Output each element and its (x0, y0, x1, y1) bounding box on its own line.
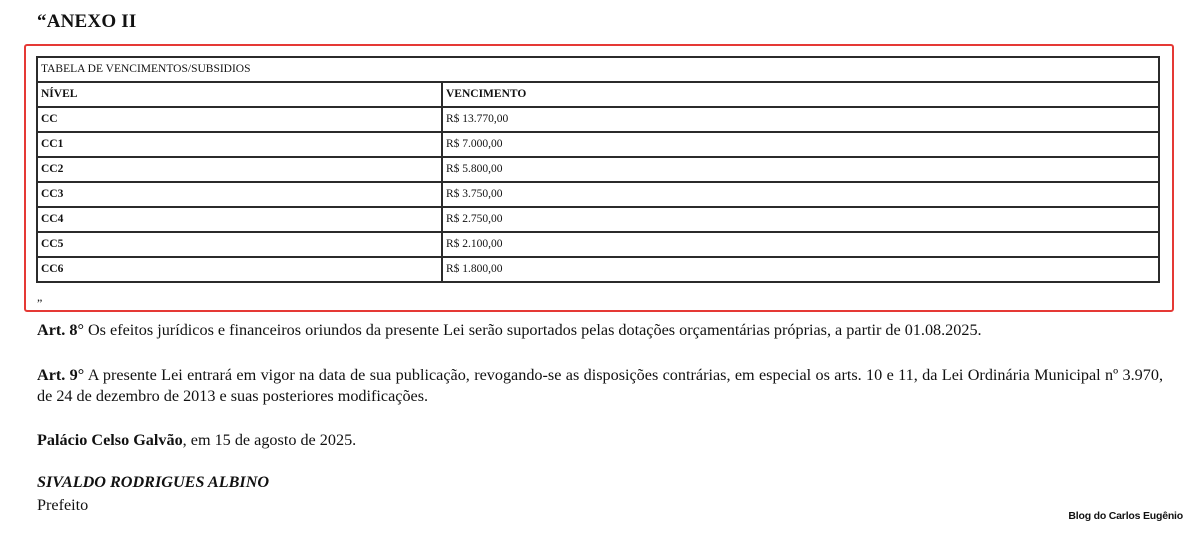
article-8-label: Art. 8° (37, 321, 84, 339)
level-cell: CC4 (37, 207, 442, 232)
level-cell: CC2 (37, 157, 442, 182)
table-row (37, 257, 1159, 282)
salary-cell: R$ 1.800,00 (442, 257, 1159, 282)
salary-cell: R$ 13.770,00 (442, 107, 1159, 132)
header-nivel: NÍVEL (37, 82, 442, 107)
salary-cell: R$ 3.750,00 (442, 182, 1159, 207)
salary-table (36, 56, 1160, 283)
table-row (37, 157, 1159, 182)
signatory-role: Prefeito (37, 496, 89, 514)
table-header-row (37, 82, 1159, 107)
blog-watermark: Blog do Carlos Eugênio (1068, 510, 1183, 522)
header-vencimento: VENCIMENTO (442, 82, 1159, 107)
place-label: Palácio Celso Galvão (37, 431, 183, 449)
salary-cell: R$ 2.100,00 (442, 232, 1159, 257)
article-8 (37, 320, 1163, 341)
table-row (37, 232, 1159, 257)
level-cell: CC6 (37, 257, 442, 282)
table-caption-row (37, 57, 1159, 82)
salary-cell: R$ 7.000,00 (442, 132, 1159, 157)
table-row (37, 182, 1159, 207)
article-9 (37, 365, 1163, 407)
place-date (37, 430, 1163, 451)
closing-quote: ” (37, 296, 43, 310)
annex-title: “ANEXO II (37, 11, 137, 32)
article-9-text: A presente Lei entrará em vigor na data de sua publicação, revogando-se as disposições contrárias, em especial os arts. 10 e 11, da Lei Ordinária Municipal nº 3.970, de 24 de dezembro de 2013 e suas posteriores modificações. (37, 366, 1163, 405)
table-row (37, 207, 1159, 232)
table-caption: TABELA DE VENCIMENTOS/SUBSIDIOS (37, 57, 1159, 82)
salary-cell: R$ 5.800,00 (442, 157, 1159, 182)
level-cell: CC1 (37, 132, 442, 157)
salary-cell: R$ 2.750,00 (442, 207, 1159, 232)
place-date-text: , em 15 de agosto de 2025. (182, 431, 357, 449)
level-cell: CC (37, 107, 442, 132)
level-cell: CC5 (37, 232, 442, 257)
level-cell: CC3 (37, 182, 442, 207)
article-9-label: Art. 9° (37, 366, 85, 384)
article-8-text: Os efeitos jurídicos e financeiros oriundos da presente Lei serão suportados pelas dotações orçamentárias próprias, a partir de 01.08.2025. (83, 321, 982, 339)
signatory-name: SIVALDO RODRIGUES ALBINO (37, 473, 270, 491)
table-row (37, 132, 1159, 157)
table-row (37, 107, 1159, 132)
